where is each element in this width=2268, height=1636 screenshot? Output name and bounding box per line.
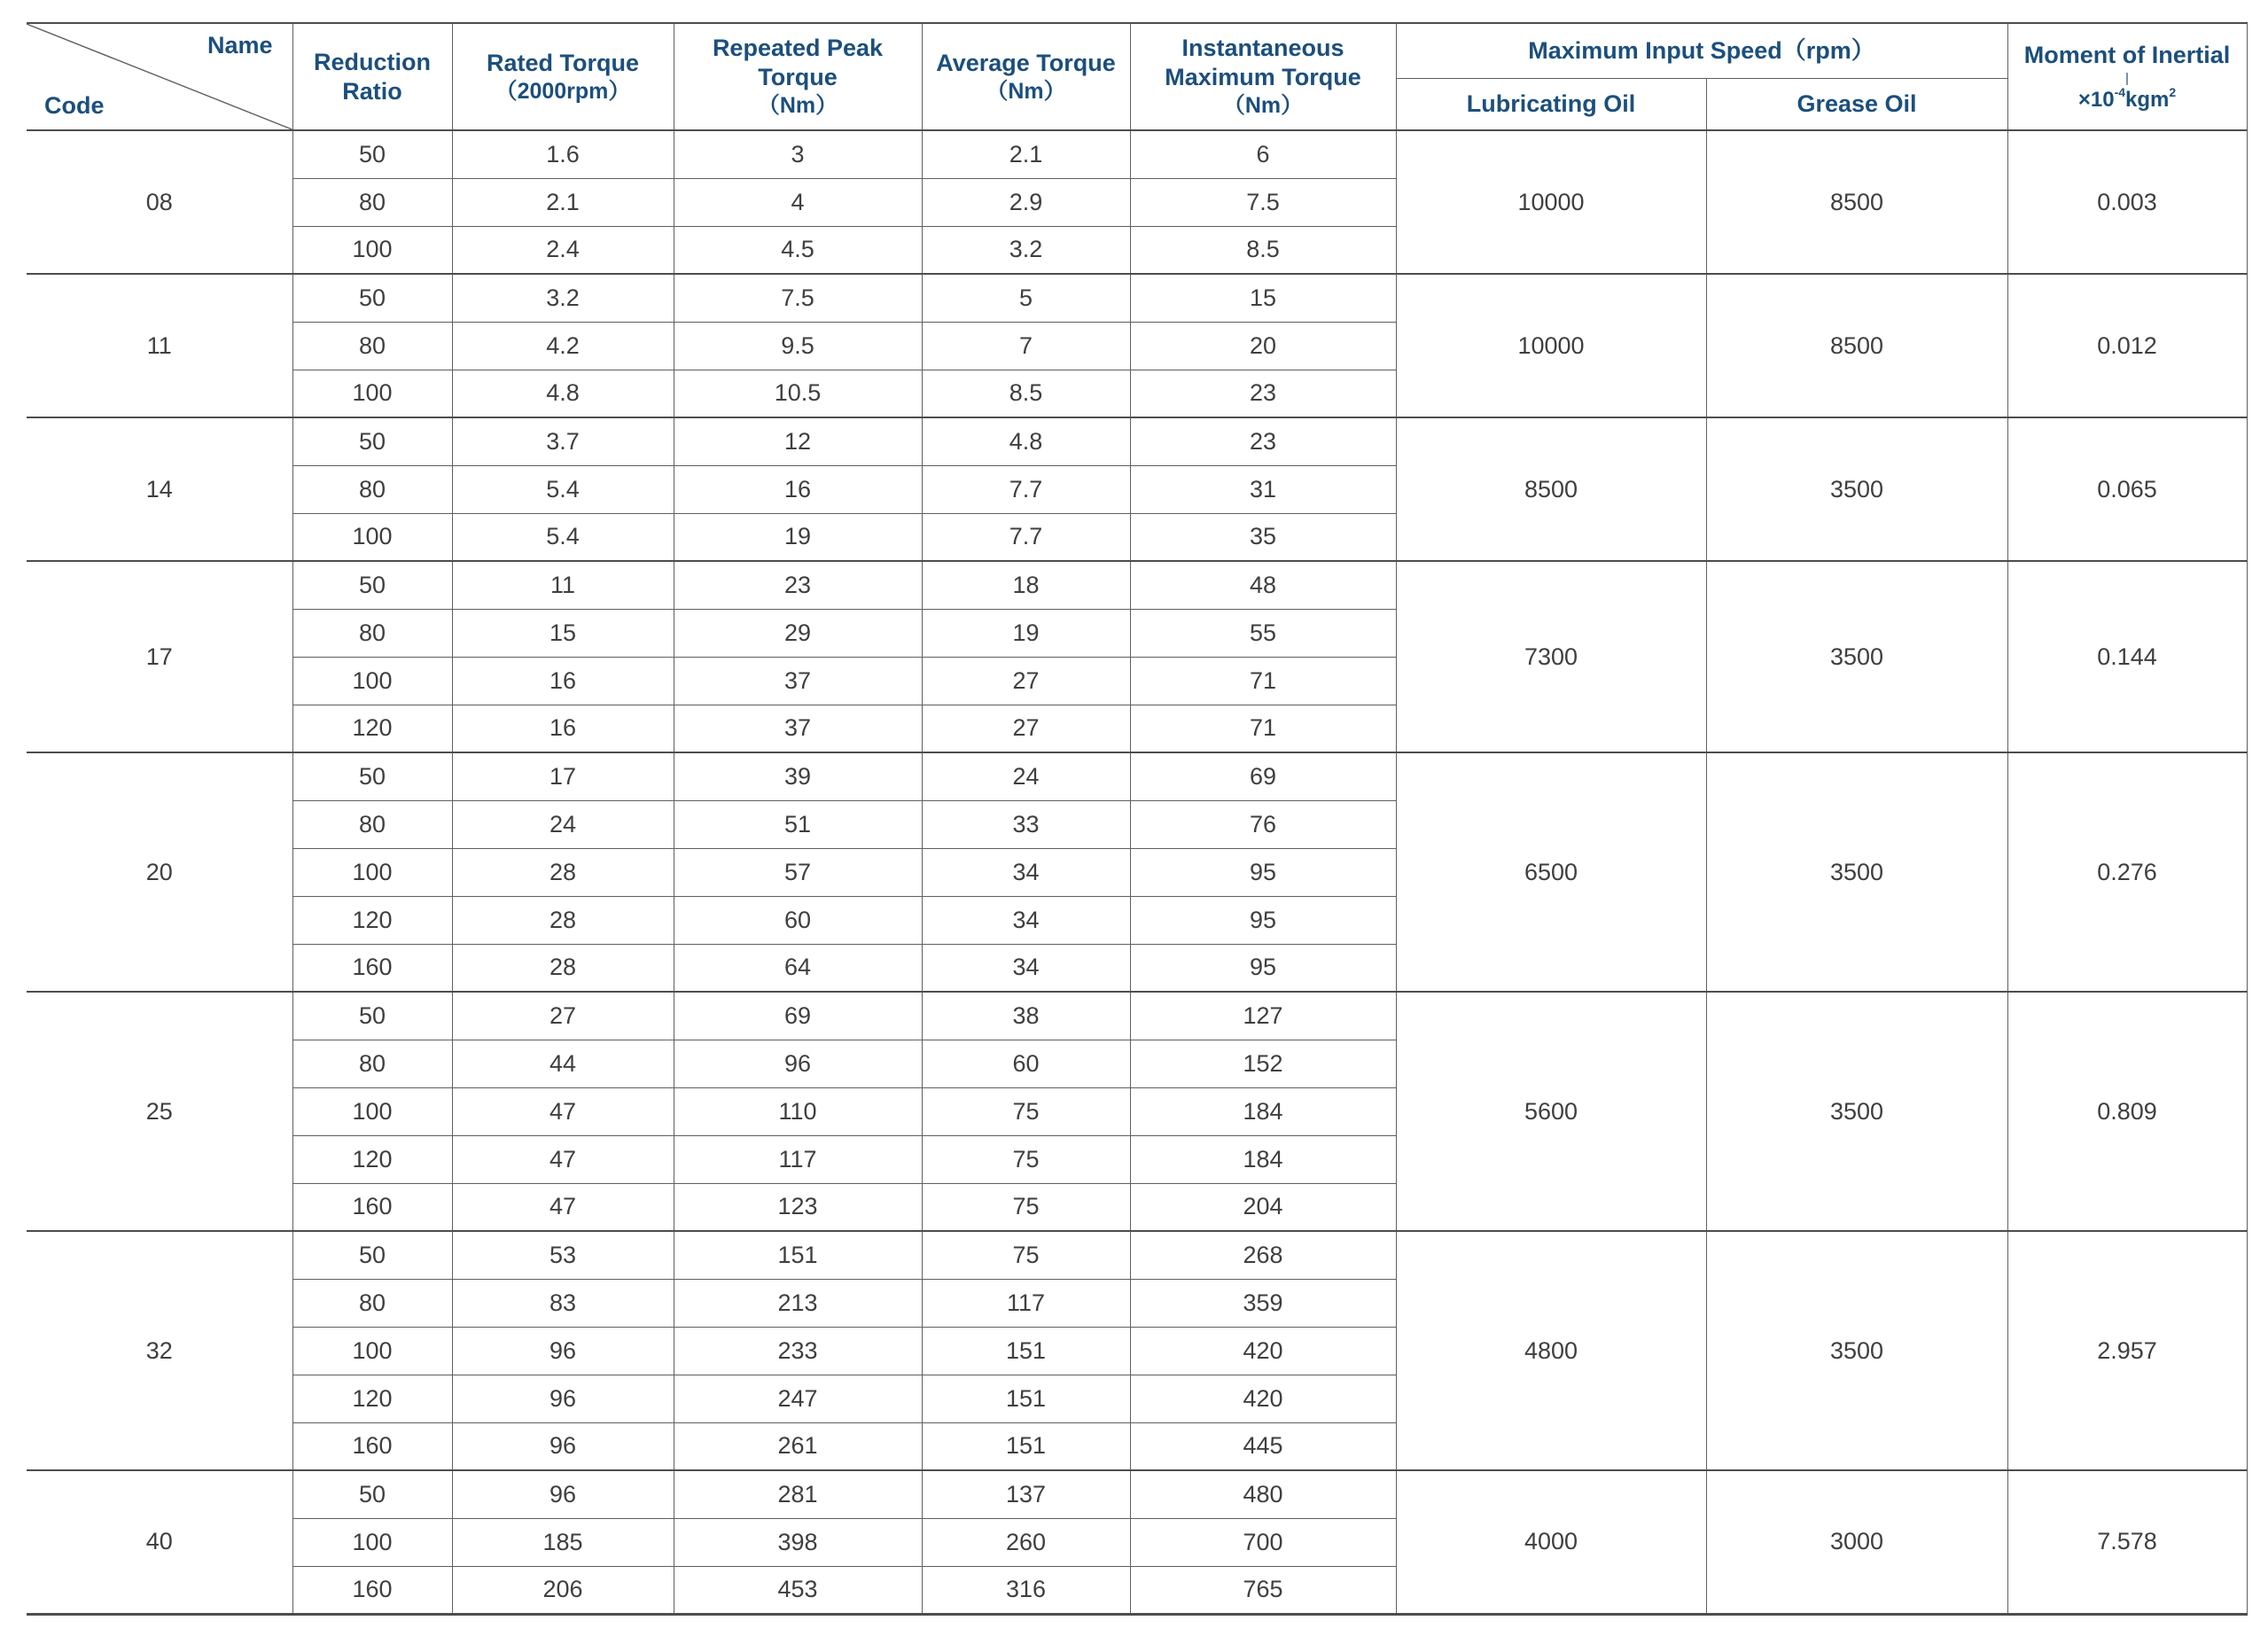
peak-torque-cell: 64 (674, 944, 922, 992)
rated-torque-cell: 28 (452, 896, 674, 944)
rated-torque-cell: 44 (452, 1040, 674, 1087)
header-label: Average Torque (936, 49, 1116, 76)
reduction-ratio-cell: 50 (292, 417, 452, 465)
column-header-grease-oil (1706, 78, 2007, 130)
reduction-ratio-cell: 80 (292, 1279, 452, 1327)
inertia-cell: 0.276 (2007, 752, 2247, 992)
instantaneous-torque-cell: 55 (1130, 609, 1396, 657)
lubricating-oil-cell: 5600 (1396, 992, 1706, 1231)
instantaneous-torque-cell: 480 (1130, 1470, 1396, 1518)
lubricating-oil-cell: 4800 (1396, 1231, 1706, 1470)
grease-oil-cell: 8500 (1706, 274, 2007, 417)
instantaneous-torque-cell: 23 (1130, 370, 1396, 417)
reduction-ratio-cell: 50 (292, 130, 452, 178)
reduction-ratio-cell: 120 (292, 705, 452, 752)
rated-torque-cell: 28 (452, 848, 674, 896)
rated-torque-cell: 3.7 (452, 417, 674, 465)
average-torque-cell: 34 (922, 896, 1130, 944)
rated-torque-cell: 83 (452, 1279, 674, 1327)
header-label: Repeated Peak Torque (712, 35, 884, 91)
reduction-ratio-cell: 80 (292, 609, 452, 657)
peak-torque-cell: 7.5 (674, 274, 922, 322)
corner-code-label: Code (44, 92, 105, 120)
average-torque-cell: 137 (922, 1470, 1130, 1518)
table-row (27, 417, 2247, 465)
unit-separator-tick (2126, 73, 2128, 85)
reduction-ratio-cell: 80 (292, 322, 452, 370)
peak-torque-cell: 23 (674, 561, 922, 609)
peak-torque-cell: 37 (674, 657, 922, 705)
peak-torque-cell: 37 (674, 705, 922, 752)
reduction-ratio-cell: 50 (292, 1470, 452, 1518)
rated-torque-cell: 2.4 (452, 226, 674, 274)
header-label: Reduction Ratio (314, 48, 431, 105)
instantaneous-torque-cell: 152 (1130, 1040, 1396, 1087)
column-header-instantaneous-max-torque (1130, 23, 1396, 130)
average-torque-cell: 4.8 (922, 417, 1130, 465)
instantaneous-torque-cell: 23 (1130, 417, 1396, 465)
code-cell: 08 (27, 130, 292, 274)
header-unit: （Nm） (986, 78, 1066, 104)
rated-torque-cell: 11 (452, 561, 674, 609)
instantaneous-torque-cell: 95 (1130, 896, 1396, 944)
header-label: Rated Torque (486, 49, 639, 76)
grease-oil-cell: 3500 (1706, 992, 2007, 1231)
reduction-ratio-cell: 50 (292, 992, 452, 1040)
average-torque-cell: 316 (922, 1566, 1130, 1614)
instantaneous-torque-cell: 204 (1130, 1183, 1396, 1231)
rated-torque-cell: 16 (452, 657, 674, 705)
average-torque-cell: 60 (922, 1040, 1130, 1087)
average-torque-cell: 27 (922, 705, 1130, 752)
average-torque-cell: 38 (922, 992, 1130, 1040)
instantaneous-torque-cell: 268 (1130, 1231, 1396, 1279)
average-torque-cell: 5 (922, 274, 1130, 322)
code-cell: 14 (27, 417, 292, 561)
peak-torque-cell: 19 (674, 513, 922, 561)
instantaneous-torque-cell: 31 (1130, 465, 1396, 513)
reduction-ratio-cell: 120 (292, 1135, 452, 1183)
code-cell: 40 (27, 1470, 292, 1614)
average-torque-cell: 7.7 (922, 513, 1130, 561)
average-torque-cell: 2.9 (922, 178, 1130, 226)
rated-torque-cell: 185 (452, 1518, 674, 1566)
instantaneous-torque-cell: 6 (1130, 130, 1396, 178)
instantaneous-torque-cell: 76 (1130, 800, 1396, 848)
rated-torque-cell: 24 (452, 800, 674, 848)
peak-torque-cell: 39 (674, 752, 922, 800)
peak-torque-cell: 60 (674, 896, 922, 944)
rated-torque-cell: 96 (452, 1422, 674, 1470)
instantaneous-torque-cell: 71 (1130, 705, 1396, 752)
lubricating-oil-cell: 10000 (1396, 130, 1706, 274)
rated-torque-cell: 4.8 (452, 370, 674, 417)
table-header (27, 23, 2247, 130)
inertia-cell: 0.144 (2007, 561, 2247, 752)
gear-spec-table (27, 22, 2248, 1616)
instantaneous-torque-cell: 765 (1130, 1566, 1396, 1614)
reduction-ratio-cell: 160 (292, 944, 452, 992)
peak-torque-cell: 261 (674, 1422, 922, 1470)
peak-torque-cell: 69 (674, 992, 922, 1040)
peak-torque-cell: 16 (674, 465, 922, 513)
grease-oil-cell: 8500 (1706, 130, 2007, 274)
header-label: Grease Oil (1796, 90, 1917, 117)
table-row (27, 274, 2247, 322)
column-header-max-input-speed (1396, 23, 2007, 78)
average-torque-cell: 34 (922, 848, 1130, 896)
column-header-lubricating-oil (1396, 78, 1706, 130)
instantaneous-torque-cell: 420 (1130, 1327, 1396, 1375)
table-row (27, 561, 2247, 609)
instantaneous-torque-cell: 420 (1130, 1375, 1396, 1422)
column-header-reduction-ratio (292, 23, 452, 130)
peak-torque-cell: 29 (674, 609, 922, 657)
lubricating-oil-cell: 6500 (1396, 752, 1706, 992)
table-row (27, 130, 2247, 178)
average-torque-cell: 27 (922, 657, 1130, 705)
instantaneous-torque-cell: 184 (1130, 1087, 1396, 1135)
average-torque-cell: 2.1 (922, 130, 1130, 178)
inertia-cell: 0.003 (2007, 130, 2247, 274)
header-label: Maximum Input Speed（rpm） (1528, 36, 1875, 64)
rated-torque-cell: 3.2 (452, 274, 674, 322)
moment-unit (2014, 84, 2241, 113)
column-header-repeated-peak-torque (674, 23, 922, 130)
header-label: Lubricating Oil (1466, 90, 1636, 117)
reduction-ratio-cell: 160 (292, 1566, 452, 1614)
average-torque-cell: 151 (922, 1375, 1130, 1422)
lubricating-oil-cell: 7300 (1396, 561, 1706, 752)
average-torque-cell: 7 (922, 322, 1130, 370)
average-torque-cell: 151 (922, 1327, 1130, 1375)
average-torque-cell: 18 (922, 561, 1130, 609)
code-cell: 11 (27, 274, 292, 417)
peak-torque-cell: 453 (674, 1566, 922, 1614)
peak-torque-cell: 4.5 (674, 226, 922, 274)
grease-oil-cell: 3500 (1706, 1231, 2007, 1470)
instantaneous-torque-cell: 184 (1130, 1135, 1396, 1183)
reduction-ratio-cell: 160 (292, 1422, 452, 1470)
average-torque-cell: 7.7 (922, 465, 1130, 513)
average-torque-cell: 75 (922, 1087, 1130, 1135)
inertia-cell: 2.957 (2007, 1231, 2247, 1470)
rated-torque-cell: 53 (452, 1231, 674, 1279)
instantaneous-torque-cell: 127 (1130, 992, 1396, 1040)
average-torque-cell: 117 (922, 1279, 1130, 1327)
peak-torque-cell: 51 (674, 800, 922, 848)
reduction-ratio-cell: 100 (292, 370, 452, 417)
reduction-ratio-cell: 80 (292, 800, 452, 848)
rated-torque-cell: 1.6 (452, 130, 674, 178)
inertia-cell: 0.809 (2007, 992, 2247, 1231)
inertia-cell: 0.065 (2007, 417, 2247, 561)
peak-torque-cell: 123 (674, 1183, 922, 1231)
rated-torque-cell: 5.4 (452, 513, 674, 561)
rated-torque-cell: 96 (452, 1327, 674, 1375)
code-cell: 32 (27, 1231, 292, 1470)
reduction-ratio-cell: 50 (292, 274, 452, 322)
average-torque-cell: 34 (922, 944, 1130, 992)
rated-torque-cell: 47 (452, 1087, 674, 1135)
reduction-ratio-cell: 50 (292, 752, 452, 800)
grease-oil-cell: 3000 (1706, 1470, 2007, 1614)
peak-torque-cell: 281 (674, 1470, 922, 1518)
rated-torque-cell: 27 (452, 992, 674, 1040)
table-row (27, 1231, 2247, 1279)
inertia-cell: 0.012 (2007, 274, 2247, 417)
header-unit: （2000rpm） (495, 78, 631, 104)
instantaneous-torque-cell: 69 (1130, 752, 1396, 800)
unit-base: kgm (2125, 87, 2170, 112)
peak-torque-cell: 10.5 (674, 370, 922, 417)
rated-torque-cell: 206 (452, 1566, 674, 1614)
column-header-rated-torque (452, 23, 674, 130)
reduction-ratio-cell: 100 (292, 513, 452, 561)
instantaneous-torque-cell: 15 (1130, 274, 1396, 322)
instantaneous-torque-cell: 445 (1130, 1422, 1396, 1470)
reduction-ratio-cell: 160 (292, 1183, 452, 1231)
reduction-ratio-cell: 80 (292, 178, 452, 226)
unit-prefix: ×10 (2077, 87, 2115, 112)
header-label: Instantaneous Maximum Torque (1165, 35, 1361, 91)
column-header-moment-of-inertia (2007, 23, 2247, 130)
reduction-ratio-cell: 100 (292, 1327, 452, 1375)
average-torque-cell: 19 (922, 609, 1130, 657)
lubricating-oil-cell: 8500 (1396, 417, 1706, 561)
reduction-ratio-cell: 50 (292, 1231, 452, 1279)
average-torque-cell: 8.5 (922, 370, 1130, 417)
average-torque-cell: 3.2 (922, 226, 1130, 274)
table-row (27, 752, 2247, 800)
peak-torque-cell: 4 (674, 178, 922, 226)
inertia-cell: 7.578 (2007, 1470, 2247, 1614)
peak-torque-cell: 233 (674, 1327, 922, 1375)
reduction-ratio-cell: 100 (292, 848, 452, 896)
lubricating-oil-cell: 4000 (1396, 1470, 1706, 1614)
table-body (27, 130, 2247, 1614)
rated-torque-cell: 47 (452, 1135, 674, 1183)
grease-oil-cell: 3500 (1706, 561, 2007, 752)
average-torque-cell: 75 (922, 1231, 1130, 1279)
peak-torque-cell: 110 (674, 1087, 922, 1135)
peak-torque-cell: 247 (674, 1375, 922, 1422)
average-torque-cell: 260 (922, 1518, 1130, 1566)
peak-torque-cell: 398 (674, 1518, 922, 1566)
code-cell: 25 (27, 992, 292, 1231)
peak-torque-cell: 3 (674, 130, 922, 178)
peak-torque-cell: 213 (674, 1279, 922, 1327)
rated-torque-cell: 96 (452, 1375, 674, 1422)
peak-torque-cell: 117 (674, 1135, 922, 1183)
unit-exponent: -4 (2114, 84, 2126, 99)
name-code-corner-cell (27, 23, 292, 130)
peak-torque-cell: 96 (674, 1040, 922, 1087)
average-torque-cell: 151 (922, 1422, 1130, 1470)
grease-oil-cell: 3500 (1706, 417, 2007, 561)
peak-torque-cell: 151 (674, 1231, 922, 1279)
corner-name-label: Name (207, 32, 273, 58)
average-torque-cell: 24 (922, 752, 1130, 800)
unit-base-exponent: 2 (2169, 84, 2177, 99)
instantaneous-torque-cell: 8.5 (1130, 226, 1396, 274)
peak-torque-cell: 12 (674, 417, 922, 465)
average-torque-cell: 75 (922, 1135, 1130, 1183)
rated-torque-cell: 4.2 (452, 322, 674, 370)
code-cell: 20 (27, 752, 292, 992)
average-torque-cell: 33 (922, 800, 1130, 848)
instantaneous-torque-cell: 7.5 (1130, 178, 1396, 226)
reduction-ratio-cell: 50 (292, 561, 452, 609)
instantaneous-torque-cell: 700 (1130, 1518, 1396, 1566)
reduction-ratio-cell: 100 (292, 657, 452, 705)
reduction-ratio-cell: 80 (292, 465, 452, 513)
reduction-ratio-cell: 100 (292, 1087, 452, 1135)
rated-torque-cell: 15 (452, 609, 674, 657)
instantaneous-torque-cell: 48 (1130, 561, 1396, 609)
reduction-ratio-cell: 100 (292, 226, 452, 274)
header-label: Moment of Inertial (2023, 41, 2231, 68)
lubricating-oil-cell: 10000 (1396, 274, 1706, 417)
peak-torque-cell: 57 (674, 848, 922, 896)
rated-torque-cell: 17 (452, 752, 674, 800)
code-cell: 17 (27, 561, 292, 752)
table-row (27, 1470, 2247, 1518)
header-unit: （Nm） (757, 93, 838, 119)
column-header-average-torque (922, 23, 1130, 130)
reduction-ratio-cell: 80 (292, 1040, 452, 1087)
rated-torque-cell: 96 (452, 1470, 674, 1518)
instantaneous-torque-cell: 95 (1130, 944, 1396, 992)
reduction-ratio-cell: 120 (292, 896, 452, 944)
reduction-ratio-cell: 100 (292, 1518, 452, 1566)
grease-oil-cell: 3500 (1706, 752, 2007, 992)
header-unit: （Nm） (1222, 93, 1304, 119)
rated-torque-cell: 28 (452, 944, 674, 992)
peak-torque-cell: 9.5 (674, 322, 922, 370)
instantaneous-torque-cell: 35 (1130, 513, 1396, 561)
instantaneous-torque-cell: 359 (1130, 1279, 1396, 1327)
rated-torque-cell: 2.1 (452, 178, 674, 226)
reduction-ratio-cell: 120 (292, 1375, 452, 1422)
spec-table-wrapper (27, 22, 2248, 1616)
instantaneous-torque-cell: 20 (1130, 322, 1396, 370)
instantaneous-torque-cell: 71 (1130, 657, 1396, 705)
rated-torque-cell: 16 (452, 705, 674, 752)
rated-torque-cell: 47 (452, 1183, 674, 1231)
table-row (27, 992, 2247, 1040)
rated-torque-cell: 5.4 (452, 465, 674, 513)
average-torque-cell: 75 (922, 1183, 1130, 1231)
instantaneous-torque-cell: 95 (1130, 848, 1396, 896)
